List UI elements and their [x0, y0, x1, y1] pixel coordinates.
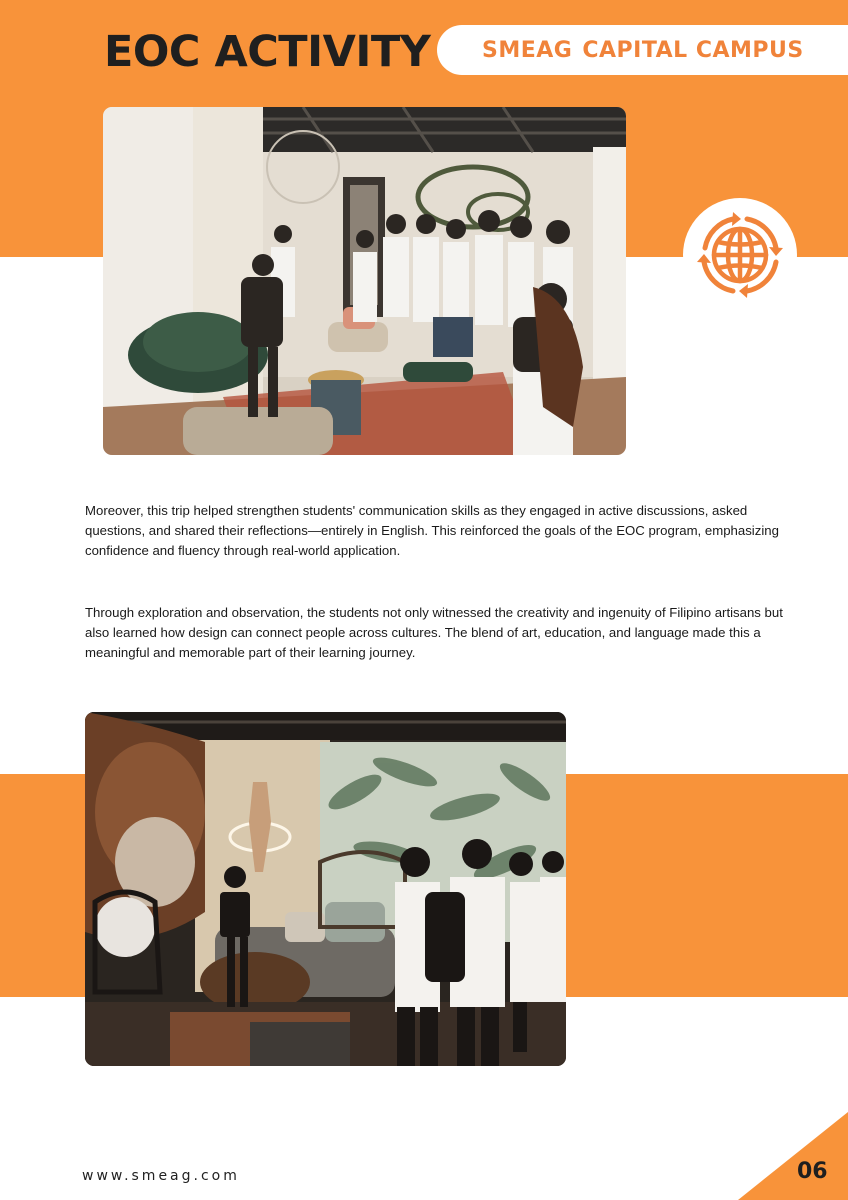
globe-with-arrows-icon [683, 198, 797, 312]
bedroom-installation-photo [85, 712, 566, 1066]
gallery-tour-photo [103, 107, 626, 455]
body-paragraph-2: Through exploration and observation, the students not only witnessed the creativity and ingenuity of Filipino artisans but also learned how design can connect people across cultures. The blend of art, education, and language made this a meaningful and memorable part of their learning journey. [85, 605, 783, 660]
page-title: EOC ACTIVITY [104, 27, 431, 77]
corner-triangle [738, 1112, 848, 1200]
campus-label [482, 38, 804, 63]
campus-name: CAPITAL CAMPUS [582, 38, 804, 63]
body-paragraph-1: Moreover, this trip helped strengthen students' communication skills as they engaged in active discussions, asked questions, and shared their reflections—entirely in English. This reinforced the goals of the EOC program, emphasizing confidence and fluency through real-world application. [85, 503, 779, 558]
globe-badge [683, 198, 797, 312]
page-number: 06 [797, 1159, 828, 1184]
website-url: www.smeag.com [82, 1168, 240, 1184]
campus-brand: SMEAG [482, 38, 573, 63]
